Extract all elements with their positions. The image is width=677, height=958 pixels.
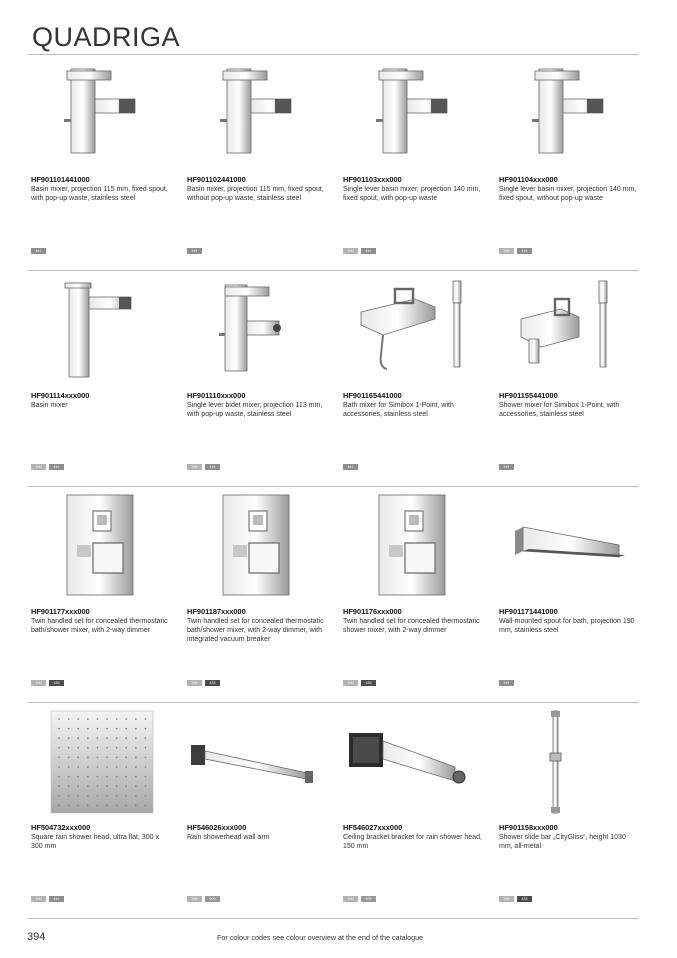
colour-swatch: 441 [205, 464, 220, 470]
colour-swatches [31, 248, 46, 254]
colour-swatch: 441 [343, 464, 358, 470]
colour-swatch: 100 [187, 896, 202, 902]
basin-mixer-image [343, 61, 493, 166]
product-row [28, 703, 639, 919]
colour-swatch: 441 [361, 248, 376, 254]
product-description: Basin mixer [31, 402, 68, 409]
basin-mixer-image [187, 61, 337, 166]
colour-swatch: 100 [187, 680, 202, 686]
product-description: Shower slide bar „CityGliss“, height 1030 mm, all-metal [499, 834, 626, 851]
product-description: Basin mixer, projection 115 mm, fixed spout, without pop-up waste, stainless steel [187, 186, 324, 203]
colour-swatches [499, 680, 514, 686]
product-row [28, 271, 639, 487]
colour-swatches [187, 680, 220, 686]
thermostatic-panel-image [343, 493, 493, 598]
bath-mixer-simibox-image [343, 277, 493, 382]
product-card [343, 487, 493, 702]
thermostatic-panel-image [31, 493, 181, 598]
product-code: HF901158xxx000 [499, 823, 558, 832]
colour-swatch: 441 [49, 464, 64, 470]
colour-swatches [187, 248, 202, 254]
colour-swatches [31, 464, 64, 470]
product-code: HF901171441000 [499, 607, 558, 616]
bidet-mixer-image [187, 277, 337, 382]
colour-swatches [187, 896, 220, 902]
colour-swatches [499, 896, 532, 902]
colour-swatches [343, 896, 376, 902]
product-card [187, 271, 337, 486]
product-card [187, 487, 337, 702]
colour-swatch: 600 [205, 896, 220, 902]
product-code: HF504732xxx000 [31, 823, 91, 832]
colour-swatch: 100 [343, 680, 358, 686]
colour-swatches [343, 464, 358, 470]
colour-swatch: 441 [49, 896, 64, 902]
colour-swatch: 100 [31, 896, 46, 902]
colour-swatch: 100 [343, 248, 358, 254]
product-code: HF901177xxx000 [31, 607, 90, 616]
product-card [499, 703, 649, 918]
product-code: HF546027xxx000 [343, 823, 403, 832]
product-card [31, 487, 181, 702]
footer-note: For colour codes see colour overview at the end of the catalogue [217, 933, 424, 942]
product-card [499, 55, 649, 270]
product-description: Twin handled set for concealed thermostatic bath/shower mixer, with 2-way dimmer, with integrated vacuum breaker [187, 618, 324, 644]
slide-bar-image [499, 709, 649, 814]
product-row [28, 487, 639, 703]
product-code: HF901114xxx000 [31, 391, 90, 400]
product-description: Bath mixer for Simibox 1-Point, with accessories, stainless steel [343, 402, 454, 419]
colour-swatch: 441 [31, 248, 46, 254]
colour-swatch: 441 [499, 680, 514, 686]
product-description: Basin mixer, projection 115 mm, fixed spout, with pop-up waste, stainless steel [31, 186, 168, 203]
colour-swatch: 433 [49, 680, 64, 686]
colour-swatch: 100 [187, 464, 202, 470]
product-code: HF901176xxx000 [343, 607, 402, 616]
product-code: HF546026xxx000 [187, 823, 247, 832]
colour-swatches [31, 896, 64, 902]
product-code: HF901101441000 [31, 175, 90, 184]
colour-swatches [499, 248, 532, 254]
colour-swatch: 433 [361, 680, 376, 686]
shower-mixer-simibox-image [499, 277, 649, 382]
product-card [31, 55, 181, 270]
colour-swatches [187, 464, 220, 470]
page-title: QUADRIGA [32, 22, 181, 52]
basin-mixer-image [499, 61, 649, 166]
tall-basin-mixer-image [31, 277, 181, 382]
product-description: Single lever basin mixer, projection 140 mm, fixed spout, with pop-up waste [343, 186, 481, 203]
colour-swatches [343, 680, 376, 686]
colour-swatch: 100 [343, 896, 358, 902]
colour-swatch: 433 [205, 680, 220, 686]
wall-spout-image [499, 493, 649, 598]
product-row [28, 55, 639, 271]
product-code: HF901103xxx000 [343, 175, 402, 184]
colour-swatch: 441 [187, 248, 202, 254]
colour-swatches [31, 680, 64, 686]
colour-swatch: 600 [361, 896, 376, 902]
shower-arm-image [187, 709, 337, 814]
product-description: Ceiling bracket bracket for rain shower head, 150 mm [343, 834, 482, 851]
product-code: HF901102441000 [187, 175, 246, 184]
product-code: HF901110xxx000 [187, 391, 246, 400]
product-card [343, 271, 493, 486]
product-code: HF901104xxx000 [499, 175, 558, 184]
colour-swatch: 100 [499, 896, 514, 902]
product-grid [28, 55, 639, 919]
product-description: Single lever basin mixer, projection 140 mm, fixed spout, without pop-up waste [499, 186, 637, 203]
colour-swatch: 100 [31, 464, 46, 470]
product-card [343, 703, 493, 918]
product-code: HF901187xxx000 [187, 607, 246, 616]
product-description: Square rain shower head, ultra flat, 300 x 300 mm [31, 834, 160, 851]
product-code: HF901165441000 [343, 391, 402, 400]
product-card [31, 703, 181, 918]
product-card [187, 55, 337, 270]
product-description: Wall-mounted spout for bath, projection 190 mm, stainless steel [499, 618, 635, 635]
product-card [31, 271, 181, 486]
product-description: Shower mixer for Simibox 1-Point, with accessories, stainless steel [499, 402, 620, 419]
product-description: Twin handled set for concealed thermostatic bath/shower mixer, with 2-way dimmer [31, 618, 168, 635]
product-card [343, 55, 493, 270]
page-number: 394 [27, 931, 46, 943]
colour-swatch: 433 [517, 896, 532, 902]
basin-mixer-image [31, 61, 181, 166]
colour-swatch: 100 [499, 248, 514, 254]
colour-swatch: 441 [499, 464, 514, 470]
colour-swatches [343, 248, 376, 254]
product-card [187, 703, 337, 918]
product-description: Rain showerhead wall arm [187, 834, 270, 841]
thermostatic-panel-image [187, 493, 337, 598]
colour-swatch: 100 [31, 680, 46, 686]
product-description: Single lever bidet mixer, projection 113 mm, with pop-up waste, stainless steel [187, 402, 323, 419]
product-card [499, 271, 649, 486]
ceiling-bracket-image [343, 709, 493, 814]
rain-shower-head-image [31, 709, 181, 814]
product-card [499, 487, 649, 702]
product-code: HF901155441000 [499, 391, 558, 400]
colour-swatch: 441 [517, 248, 532, 254]
product-description: Twin handled set for concealed thermostatic shower mixer, with 2-way dimmer [343, 618, 480, 635]
colour-swatches [499, 464, 514, 470]
